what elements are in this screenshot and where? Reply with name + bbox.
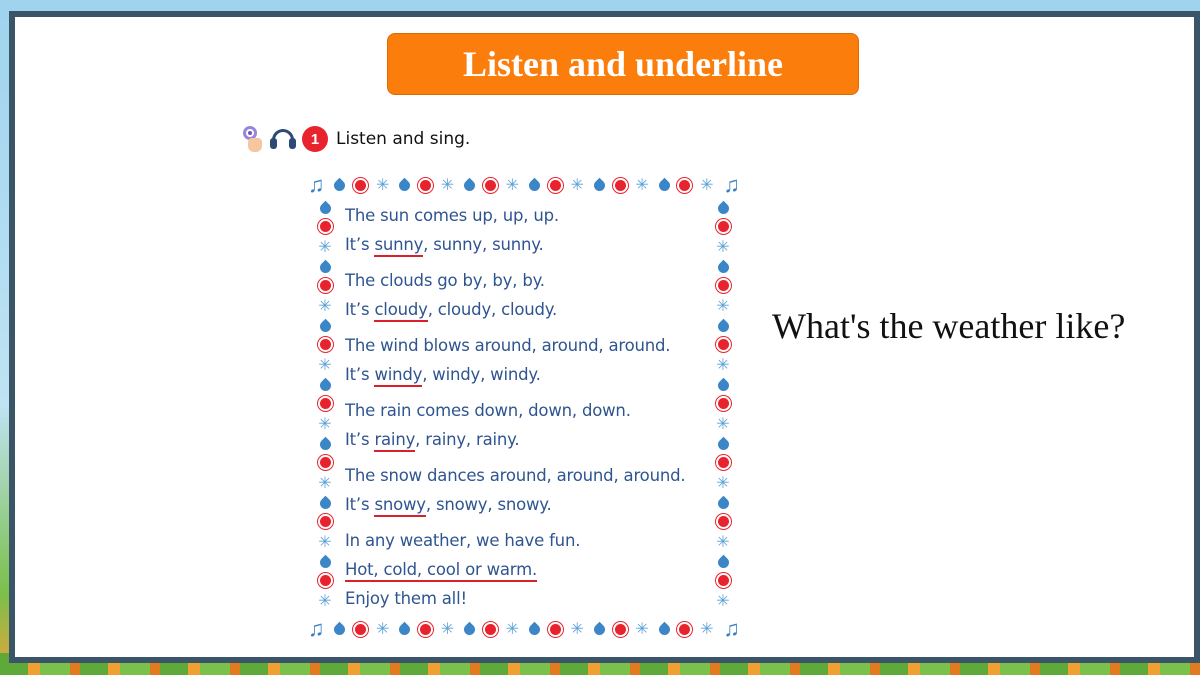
sun-icon xyxy=(718,221,729,232)
drop-icon xyxy=(715,496,731,512)
drop-icon xyxy=(715,260,731,276)
snowflake-icon: ✳ xyxy=(570,619,584,638)
lyric-text: , cloudy, cloudy. xyxy=(427,300,558,319)
sun-icon xyxy=(320,339,331,350)
slide xyxy=(9,11,1200,663)
music-note-icon: ♫ xyxy=(308,172,325,197)
snowflake-icon: ✳ xyxy=(318,532,332,551)
activity-number-badge: 1 xyxy=(302,126,328,152)
lyric-text: It’s xyxy=(345,365,375,384)
drop-icon xyxy=(591,177,607,193)
drop-icon xyxy=(317,555,333,571)
sun-icon xyxy=(485,624,496,635)
snowflake-icon: ✳ xyxy=(716,532,730,551)
sun-icon xyxy=(679,624,690,635)
headphones-icon xyxy=(270,128,296,150)
slide-title: Listen and underline xyxy=(462,44,784,84)
snowflake-icon: ✳ xyxy=(440,619,455,638)
drop-icon xyxy=(317,260,333,276)
drop-icon xyxy=(332,177,348,193)
sun-icon xyxy=(320,280,331,291)
snowflake-icon: ✳ xyxy=(570,175,584,194)
snowflake-icon: ✳ xyxy=(716,473,730,492)
lyric-line: The sun comes up, up, up. xyxy=(345,206,559,225)
snowflake-icon: ✳ xyxy=(318,237,332,256)
lyric-text: It’s xyxy=(345,495,375,514)
snowflake-icon: ✳ xyxy=(716,237,730,256)
snowflake-icon: ✳ xyxy=(716,296,730,315)
sun-icon xyxy=(718,398,729,409)
snowflake-icon: ✳ xyxy=(318,414,332,433)
snowflake-icon: ✳ xyxy=(635,175,649,194)
snowflake-icon: ✳ xyxy=(700,619,714,638)
drop-icon xyxy=(317,378,333,394)
sun-icon xyxy=(550,180,561,191)
drop-icon xyxy=(715,319,731,335)
drop-icon xyxy=(656,621,672,637)
snowflake-icon: ✳ xyxy=(700,175,714,194)
drop-icon xyxy=(397,177,413,193)
sun-icon xyxy=(320,575,331,586)
sun-icon xyxy=(718,280,729,291)
drop-icon xyxy=(317,437,333,453)
underlined-word[interactable]: rainy xyxy=(374,430,415,452)
activity-heading: Listen and sing. xyxy=(336,129,471,149)
song-border-bottom xyxy=(308,614,740,644)
drop-icon xyxy=(462,621,478,637)
title-banner xyxy=(387,33,859,95)
drop-icon xyxy=(527,621,543,637)
snowflake-icon: ✳ xyxy=(440,175,455,194)
snowflake-icon: ✳ xyxy=(635,619,649,638)
lyric-line: The wind blows around, around, around. xyxy=(345,336,671,355)
lyric-line: The snow dances around, around, around. xyxy=(345,466,686,485)
sun-icon xyxy=(615,624,626,635)
activity-header xyxy=(240,121,470,157)
drop-icon xyxy=(527,177,543,193)
snowflake-icon: ✳ xyxy=(716,355,730,374)
drop-icon xyxy=(715,437,731,453)
underlined-phrase[interactable]: Hot, cold, cool or warm. xyxy=(345,560,537,582)
lyric-text: , windy, windy. xyxy=(422,365,541,384)
drop-icon xyxy=(462,177,478,193)
lyric-text: It’s xyxy=(345,300,375,319)
lyric-line xyxy=(345,490,715,519)
song-border-left xyxy=(312,197,338,615)
sun-icon xyxy=(718,575,729,586)
snowflake-icon: ✳ xyxy=(318,473,332,492)
sun-icon xyxy=(485,180,496,191)
sun-icon xyxy=(320,221,331,232)
lyric-text: It’s xyxy=(345,430,375,449)
sun-icon xyxy=(320,457,331,468)
underlined-word[interactable]: windy xyxy=(374,365,422,387)
sun-icon xyxy=(320,398,331,409)
snowflake-icon: ✳ xyxy=(505,175,520,194)
snowflake-icon: ✳ xyxy=(375,619,390,638)
snowflake-icon: ✳ xyxy=(716,591,730,610)
lyric-line: Enjoy them all! xyxy=(345,589,467,608)
sun-icon xyxy=(355,624,366,635)
sun-icon xyxy=(355,180,366,191)
song-lyrics xyxy=(345,201,715,613)
sun-icon xyxy=(718,457,729,468)
lyric-text: , sunny, sunny. xyxy=(423,235,544,254)
snowflake-icon: ✳ xyxy=(375,175,390,194)
sun-icon xyxy=(550,624,561,635)
lyric-text: , rainy, rainy. xyxy=(415,430,520,449)
sun-icon xyxy=(420,624,431,635)
drop-icon xyxy=(656,177,672,193)
music-note-icon: ♫ xyxy=(308,616,325,641)
underlined-word[interactable]: sunny xyxy=(374,235,423,257)
music-note-icon: ♫ xyxy=(723,616,740,641)
drop-icon xyxy=(715,378,731,394)
drop-icon xyxy=(317,319,333,335)
drop-icon xyxy=(397,621,413,637)
lyric-line xyxy=(345,295,715,324)
lyric-text: , snowy, snowy. xyxy=(425,495,552,514)
lyric-line: In any weather, we have fun. xyxy=(345,531,581,550)
drop-icon xyxy=(715,555,731,571)
lyric-line: The rain comes down, down, down. xyxy=(345,401,631,420)
lyric-line xyxy=(345,425,715,454)
sun-icon xyxy=(718,339,729,350)
touch-icon xyxy=(240,124,264,154)
drop-icon xyxy=(317,496,333,512)
snowflake-icon: ✳ xyxy=(318,355,332,374)
lyric-line xyxy=(345,230,715,259)
snowflake-icon: ✳ xyxy=(318,296,332,315)
lyric-line xyxy=(345,555,715,584)
sun-icon xyxy=(679,180,690,191)
snowflake-icon: ✳ xyxy=(318,591,332,610)
drop-icon xyxy=(317,201,333,217)
snowflake-icon: ✳ xyxy=(505,619,520,638)
underlined-word[interactable]: cloudy xyxy=(374,300,427,322)
underlined-word[interactable]: snowy xyxy=(374,495,425,517)
drop-icon xyxy=(715,201,731,217)
question-text: What's the weather like? xyxy=(772,306,1126,346)
music-note-icon: ♫ xyxy=(723,172,740,197)
drop-icon xyxy=(591,621,607,637)
drop-icon xyxy=(332,621,348,637)
song-border-top xyxy=(308,170,740,200)
sun-icon xyxy=(718,516,729,527)
lyric-text: It’s xyxy=(345,235,375,254)
snowflake-icon: ✳ xyxy=(716,414,730,433)
sun-icon xyxy=(320,516,331,527)
sun-icon xyxy=(615,180,626,191)
song-box xyxy=(308,167,740,645)
lyric-line: The clouds go by, by, by. xyxy=(345,271,545,290)
sun-icon xyxy=(420,180,431,191)
lyric-line xyxy=(345,360,715,389)
